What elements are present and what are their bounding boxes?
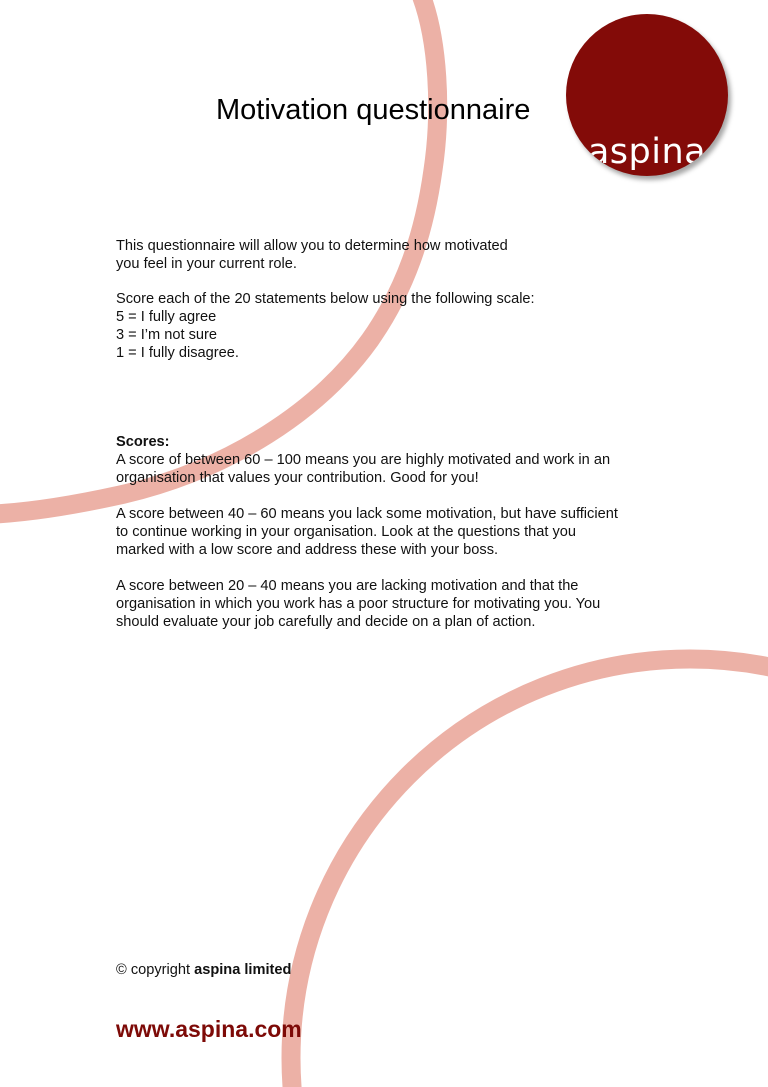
aspina-logo xyxy=(566,14,728,176)
scale-instruction: Score each of the 20 statements below using the following scale: xyxy=(116,291,535,307)
intro-text xyxy=(116,237,508,273)
scoring-scale xyxy=(116,290,535,362)
score-line: to continue working in your organisation. Look at the questions that you xyxy=(116,524,576,540)
score-line: organisation in which you work has a poor structure for motivating you. You xyxy=(116,596,601,612)
copyright-icon: © xyxy=(116,962,127,978)
copyright-prefix: copyright xyxy=(126,962,195,978)
score-line: should evaluate your job carefully and decide on a plan of action. xyxy=(116,614,536,630)
copyright-notice xyxy=(116,961,291,979)
scale-item: 1 = I fully disagree. xyxy=(116,345,239,361)
intro-line: This questionnaire will allow you to determine how motivated xyxy=(116,238,508,254)
score-line: organisation that values your contribution. Good for you! xyxy=(116,470,479,486)
score-band-high xyxy=(116,451,618,487)
score-band-medium xyxy=(116,505,618,559)
logo-text: aspina xyxy=(587,132,707,172)
score-line: A score between 40 – 60 means you lack some motivation, but have sufficient xyxy=(116,506,618,522)
score-line: marked with a low score and address these with your boss. xyxy=(116,542,499,558)
scale-item: 3 = I’m not sure xyxy=(116,327,217,343)
scores-heading: Scores: xyxy=(116,434,170,450)
lower-arc xyxy=(291,659,768,1087)
scores-section xyxy=(116,433,618,631)
intro-line: you feel in your current role. xyxy=(116,256,297,272)
score-band-low xyxy=(116,577,618,631)
score-line: A score between 20 – 40 means you are lacking motivation and that the xyxy=(116,578,579,594)
score-line: A score of between 60 – 100 means you are highly motivated and work in an xyxy=(116,452,611,468)
scale-item: 5 = I fully agree xyxy=(116,309,217,325)
page-title: Motivation questionnaire xyxy=(216,94,531,126)
copyright-company: aspina limited xyxy=(194,962,292,978)
website-link[interactable]: www.aspina.com xyxy=(116,1016,302,1042)
